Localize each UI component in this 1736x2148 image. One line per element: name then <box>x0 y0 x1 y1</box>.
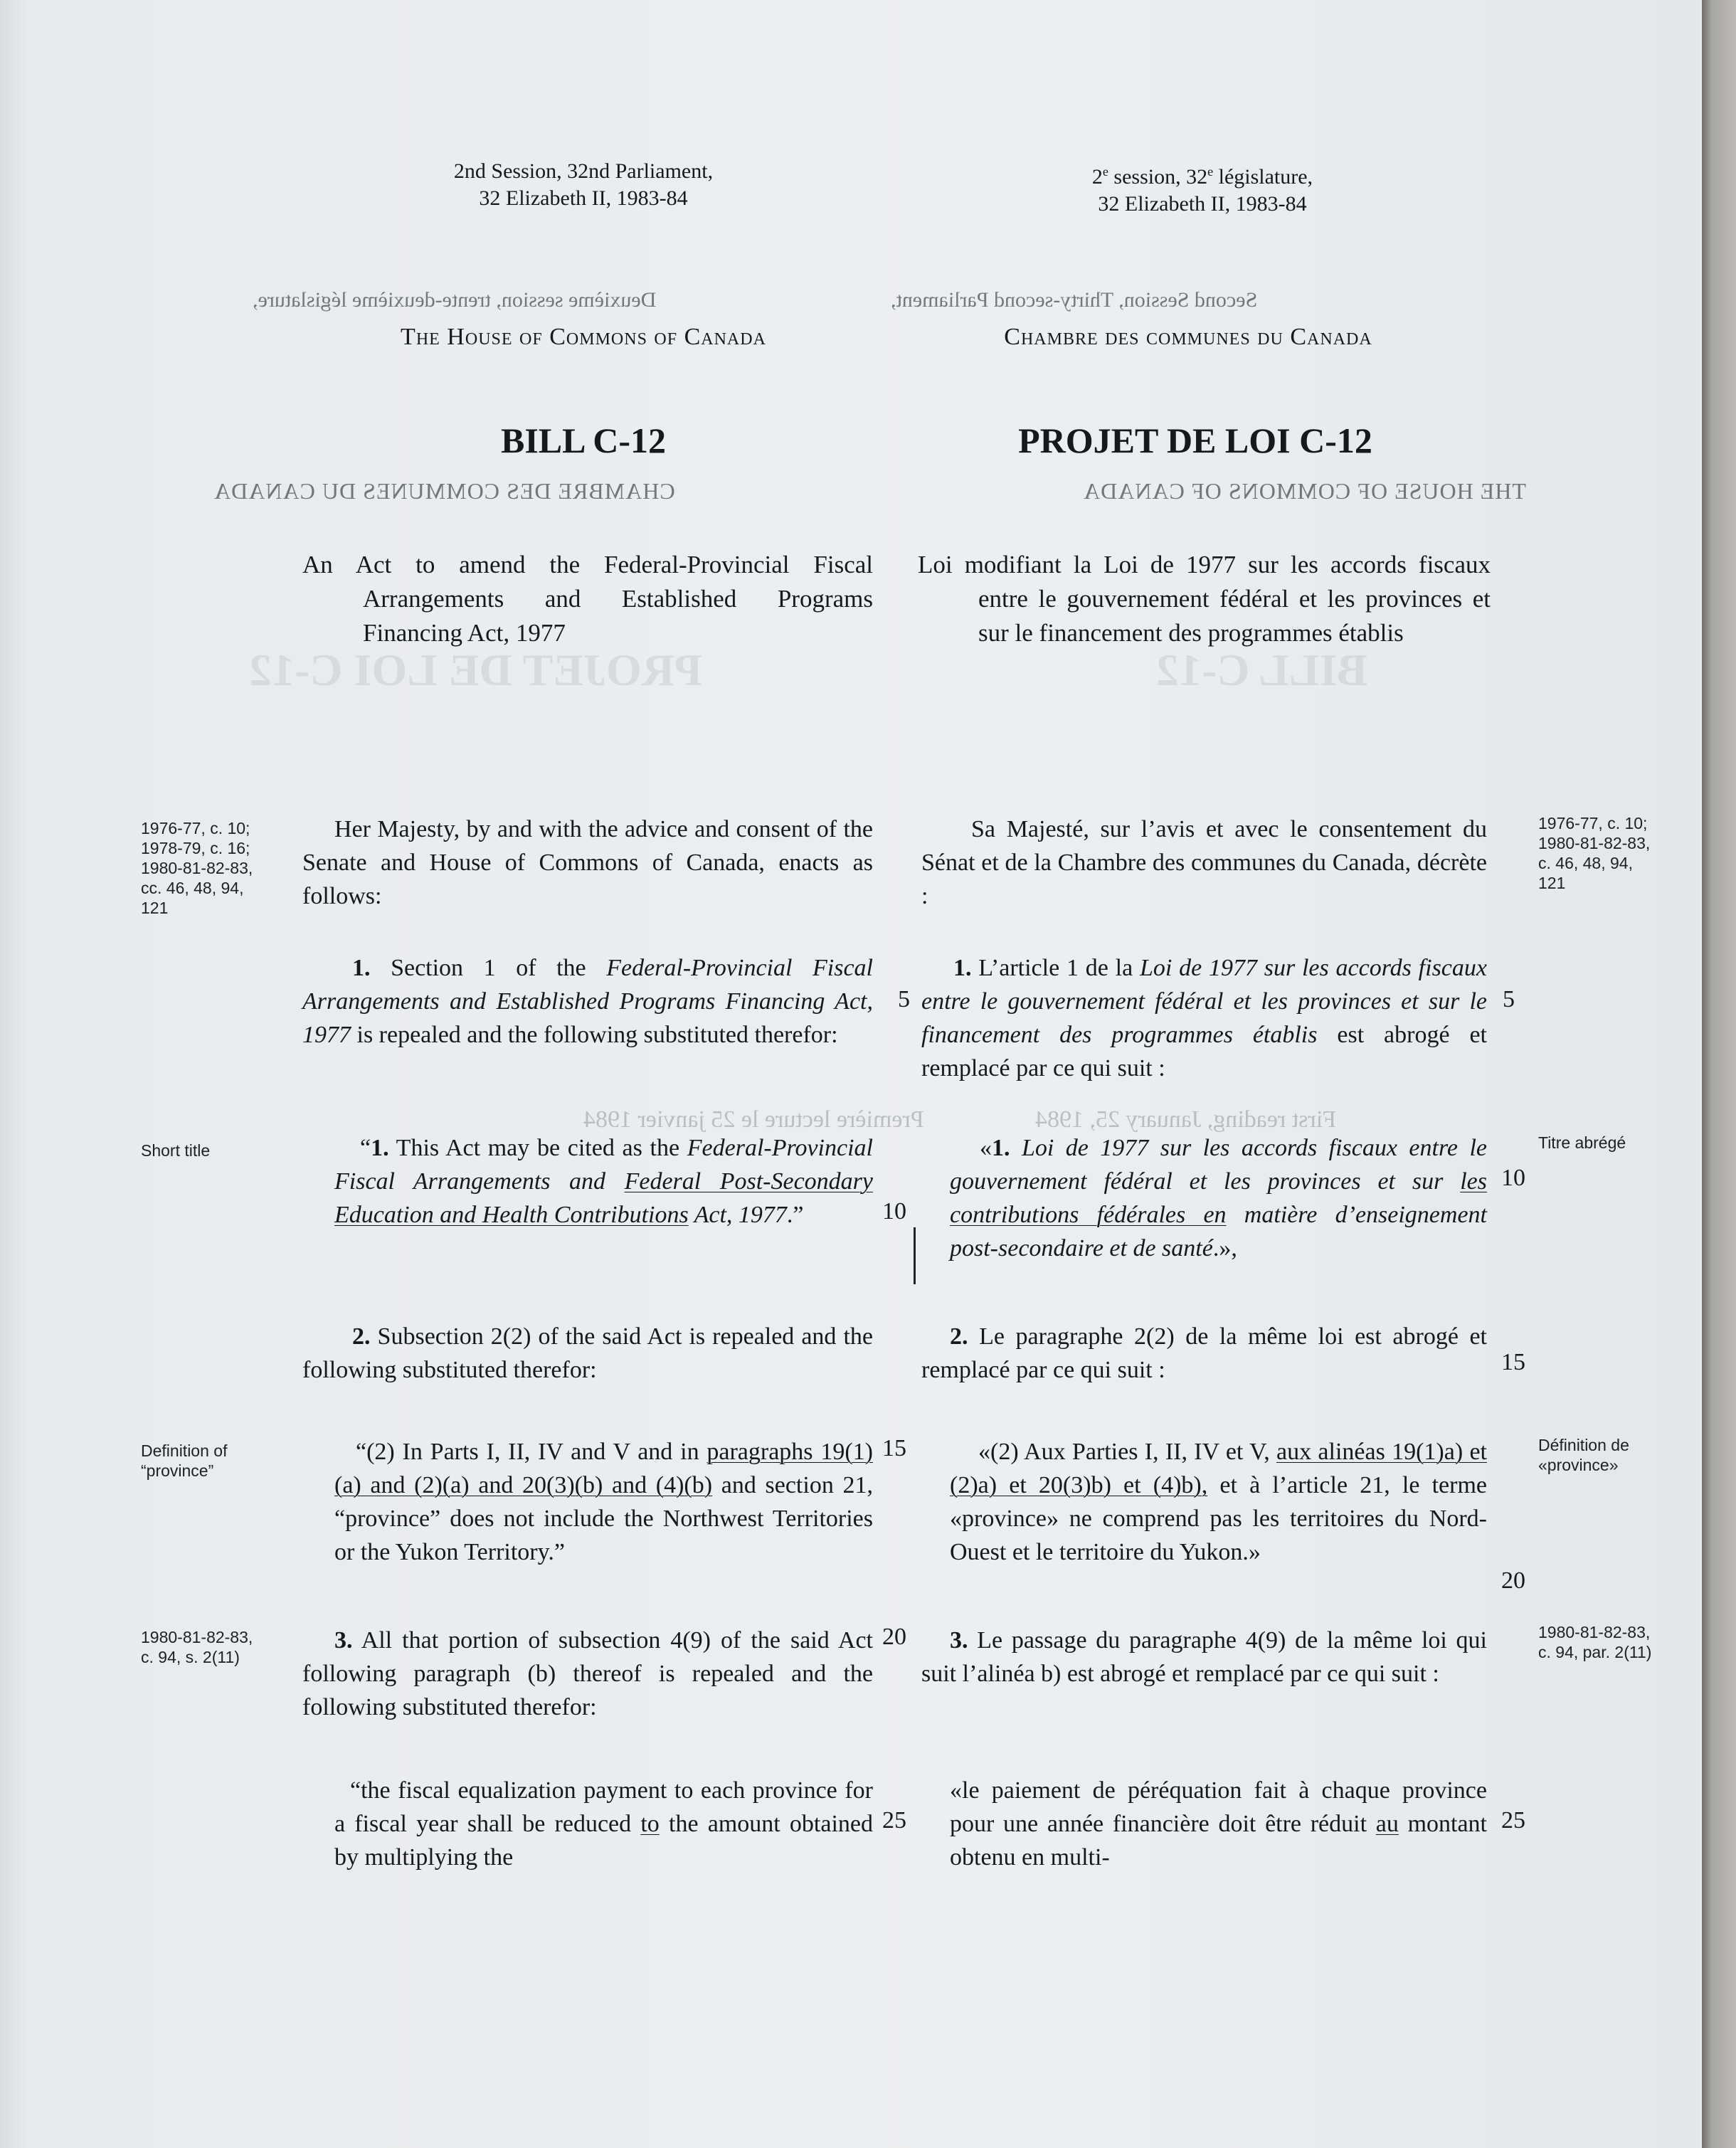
margin-short-title-en: Short title <box>141 1141 211 1160</box>
show-through-bill: BILL C-12 <box>1156 645 1367 695</box>
show-through-reading: Première lecture le 25 janvier 1984 <box>583 1106 924 1133</box>
show-through-bill: PROJET DE LOI C-12 <box>249 645 703 695</box>
page-edge <box>1702 0 1736 2148</box>
enacting-clause-en: Her Majesty, by and with the advice and consent of the Senate and House of Commons of Canada, enacts as follows: <box>302 816 873 909</box>
line-number-fr: 20 <box>1501 1567 1525 1594</box>
line-number-fr: 5 <box>1503 986 1515 1012</box>
line-number-fr: 10 <box>1501 1165 1525 1191</box>
line-number-fr: 15 <box>1501 1349 1525 1375</box>
section-2-en: 2. Subsection 2(2) of the said Act is repealed and the following substituted therefor: <box>302 1323 874 1383</box>
margin-reference-fr: 1976-77, c. 10; 1980-81-82-83, c. 46, 48, 94, 121 <box>1538 814 1651 892</box>
line-number-en: 5 <box>898 986 910 1012</box>
long-title-fr: Loi modifiant la Loi de 1977 sur les accords fiscaux entre le gouvernement fédéral et les provinces et sur le financement des programmes établis <box>918 551 1491 647</box>
house-title-en: The House of Commons of Canada <box>401 324 766 350</box>
show-through-line: Second Session, Thirty-second Parliament, <box>891 288 1258 312</box>
bill-number-en: BILL C-12 <box>500 420 666 460</box>
section-1-quote-fr: «1. Loi de 1977 sur les accords fiscaux entre le gouvernement fédéral et les provinces et sur les contributions fédérales en matière d’enseignement post-secondaire et de santé.», <box>950 1135 1487 1261</box>
line-number-en: 10 <box>882 1198 906 1224</box>
amendment-bar <box>914 1227 916 1284</box>
line-number-en: 25 <box>882 1807 906 1834</box>
show-through-reading: First reading, January 25, 1984 <box>1035 1106 1337 1133</box>
line-number-en: 15 <box>882 1435 906 1461</box>
bill-number-fr: PROJET DE LOI C-12 <box>1018 420 1372 460</box>
long-title-en: An Act to amend the Federal-Provincial Fiscal Arrangements and Established Programs Financing Act, 1977 <box>302 551 873 647</box>
section-3-quote-fr: «le paiement de péréquation fait à chaque province pour une année financière doit être réduit au montant obtenu en multi- <box>950 1777 1488 1871</box>
margin-reference3-en: 1980-81-82-83, c. 94, s. 2(11) <box>141 1628 253 1666</box>
session-header-fr: 2e session, 32e législature, 32 Elizabeth II, 1983-84 <box>989 158 1416 218</box>
line-number-fr: 25 <box>1501 1807 1525 1834</box>
line-number-en: 20 <box>882 1624 906 1650</box>
margin-reference-en: 1976-77, c. 10; 1978-79, c. 16; 1980-81-82-83, cc. 46, 48, 94, 121 <box>141 819 253 917</box>
session-line-fr: 2e session, 32e législature, <box>1091 164 1313 189</box>
show-through-line: Deuxième session, trente-deuxième législature, <box>253 288 657 312</box>
section-2-quote-en: “(2) In Parts I, II, IV and V and in paragraphs 19(1)(a) and (2)(a) and 20(3)(b) and (4)(b) and section 21, “province” does not include the Northwest Territories or the Yukon Territory.” <box>334 1439 874 1565</box>
margin-reference3-fr: 1980-81-82-83, c. 94, par. 2(11) <box>1538 1623 1652 1661</box>
margin-definition-fr: Définition de «province» <box>1538 1436 1629 1474</box>
margin-short-title-fr: Titre abrégé <box>1538 1133 1626 1152</box>
section-3-quote-en: “the fiscal equalization payment to each province for a fiscal year shall be reduced to the amount obtained by multiplying the <box>334 1777 873 1871</box>
show-through-house: CHAMBRE DES COMMUNES DU CANADA <box>213 478 675 504</box>
house-title-fr: Chambre des communes du Canada <box>1004 324 1372 350</box>
enacting-clause-fr: Sa Majesté, sur l’avis et avec le consentement du Sénat et de la Chambre des communes du Canada, décrète : <box>921 816 1487 909</box>
show-through-house: THE HOUSE OF COMMONS OF CANADA <box>1083 478 1526 504</box>
session-header-en: 2nd Session, 32nd Parliament, 32 Elizabeth II, 1983-84 <box>453 159 714 210</box>
section-1-fr: 1. L’article 1 de la Loi de 1977 sur les accords fiscaux entre le gouvernement fédéral et les provinces et sur le financement des programmes établis est abrogé et remplacé par ce qui suit : <box>921 955 1487 1081</box>
margin-definition-en: Definition of “province” <box>141 1441 228 1480</box>
section-1-quote-en: “1. This Act may be cited as the Federal-Provincial Fiscal Arrangements and Federal Post-Secondary Education and Health Contributions Act, 1977.” <box>334 1135 873 1228</box>
section-2-quote-fr: «(2) Aux Parties I, II, IV et V, aux alinéas 19(1)a) et (2)a) et 20(3)b) et (4)b), et à l’article 21, le terme «province» ne comprend pas les territoires du Nord-Ouest et le territoire du Yukon.» <box>950 1439 1487 1565</box>
section-3-en: 3. All that portion of subsection 4(9) of the said Act following paragraph (b) thereof is repealed and the following substituted therefor: <box>302 1627 874 1720</box>
section-2-fr: 2. Le paragraphe 2(2) de la même loi est abrogé et remplacé par ce qui suit : <box>921 1323 1487 1383</box>
section-3-fr: 3. Le passage du paragraphe 4(9) de la même loi qui suit l’alinéa b) est abrogé et remplacé par ce qui suit : <box>921 1627 1488 1687</box>
section-1-en: 1. Section 1 of the Federal-Provincial Fiscal Arrangements and Established Programs Financing Act, 1977 is repealed and the following substituted therefor: <box>302 955 874 1048</box>
